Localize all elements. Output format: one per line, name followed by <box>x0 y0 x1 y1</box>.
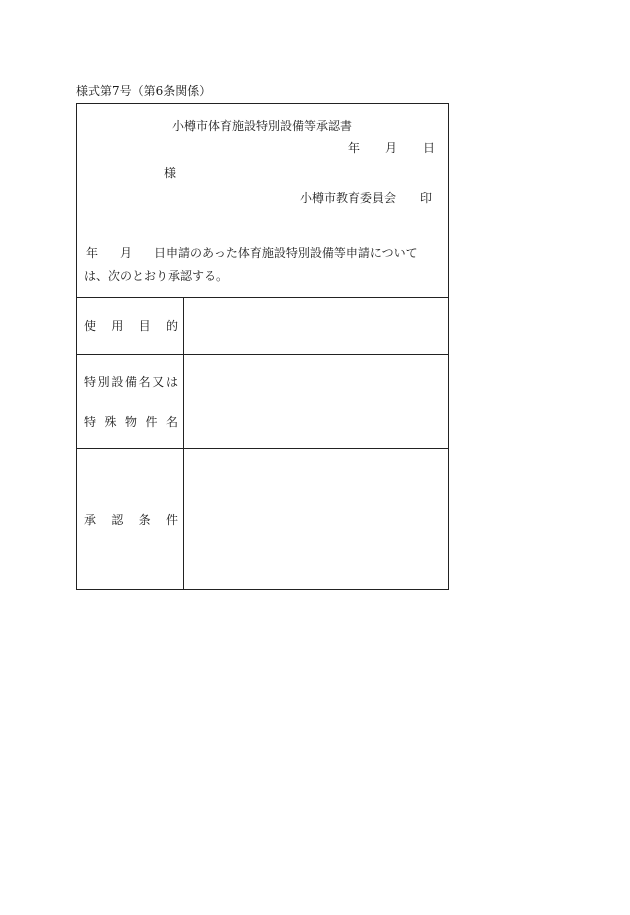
label-equipment-name-line2: 特 殊 物 件 名 <box>84 415 178 429</box>
label-equipment-name-line1: 特 別 設 備 名 又 は <box>84 375 178 389</box>
body-year: 年 <box>86 246 99 260</box>
conditions-value-cell[interactable] <box>184 449 448 589</box>
body-month: 月 <box>120 246 133 260</box>
seal-mark: 印 <box>420 191 433 205</box>
body-text-line2: は、次のとおり承認する。 <box>84 269 229 283</box>
equipment-name-value-cell[interactable] <box>184 355 448 448</box>
body-text-line1 <box>86 246 418 260</box>
label-purpose: 使 用 目 的 <box>84 319 178 333</box>
issuer-name: 小樽市教育委員会 <box>300 191 397 205</box>
document-title: 小樽市体育施設特別設備等承認書 <box>172 119 353 133</box>
issuer <box>300 191 432 205</box>
issue-date <box>348 141 435 155</box>
form-number: 様式第7号（第6条関係） <box>76 84 212 98</box>
date-month: 月 <box>385 141 398 155</box>
date-day: 日 <box>423 141 436 155</box>
label-conditions: 承 認 条 件 <box>84 513 178 527</box>
purpose-value-cell[interactable] <box>184 298 448 354</box>
date-year: 年 <box>348 141 361 155</box>
addressee-suffix: 様 <box>164 166 177 180</box>
body-rest: 日申請のあった体育施設特別設備等申請について <box>154 246 418 260</box>
